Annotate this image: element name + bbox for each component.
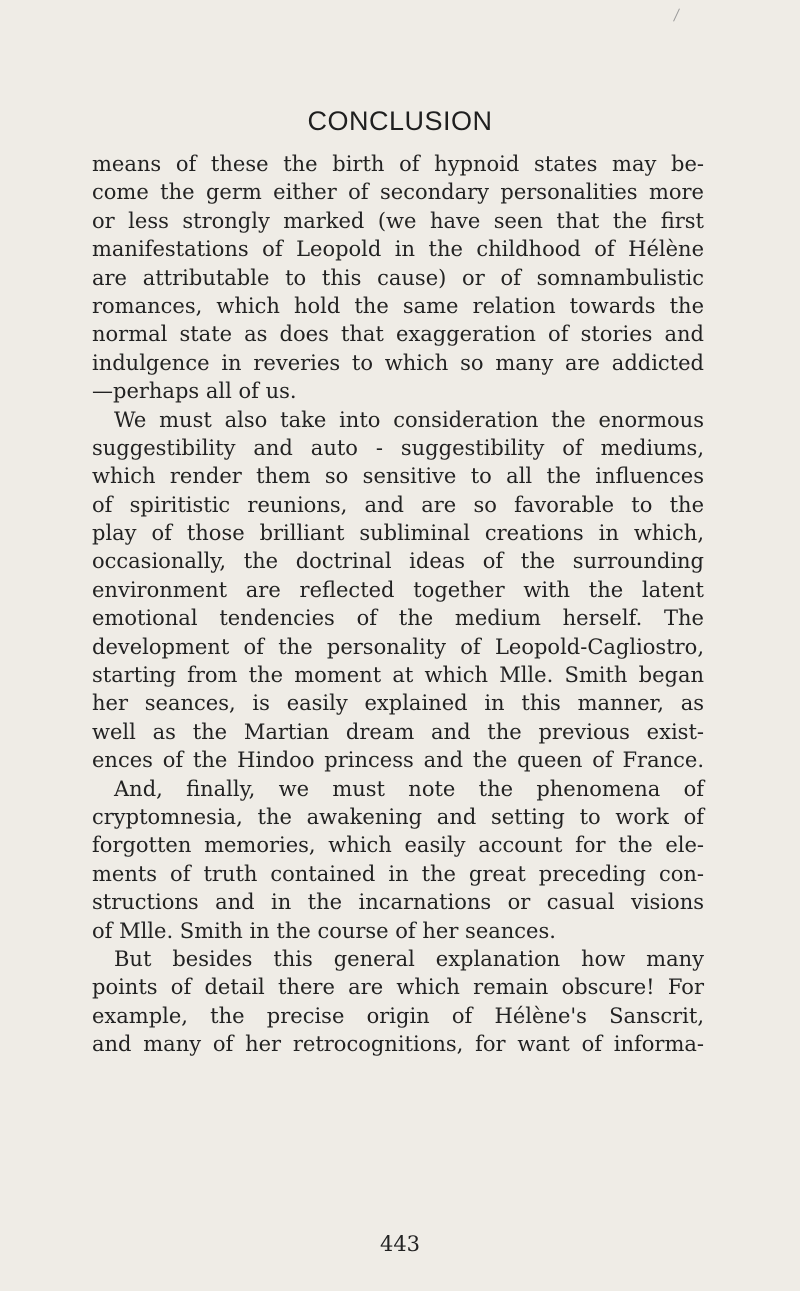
text-line: ments of truth contained in the great preceding con- bbox=[92, 861, 704, 886]
text-line: come the germ either of secondary personalities more bbox=[92, 180, 704, 205]
text-line: And, finally, we must note the phenomena of bbox=[114, 776, 704, 801]
text-line: But besides this general explanation how many bbox=[114, 946, 704, 971]
text-line: development of the personality of Leopold-Cagliostro, bbox=[92, 634, 704, 659]
text-line: indulgence in reveries to which so many are addicted bbox=[92, 350, 704, 375]
text-line: starting from the moment at which Mlle. Smith began bbox=[92, 663, 704, 688]
text-line: or less strongly marked (we have seen that the first bbox=[92, 208, 704, 233]
text-line: her seances, is easily explained in this manner, as bbox=[92, 691, 704, 716]
text-line: points of detail there are which remain obscure! For bbox=[92, 975, 704, 1000]
text-line: of spiritistic reunions, and are so favorable to the bbox=[92, 492, 704, 517]
text-line: normal state as does that exaggeration of stories and bbox=[92, 322, 704, 347]
text-line: We must also take into consideration the enormous bbox=[114, 407, 704, 432]
text-line: forgotten memories, which easily account for the ele- bbox=[92, 833, 704, 858]
text-line: romances, which hold the same relation towards the bbox=[92, 293, 704, 318]
text-line: and many of her retrocognitions, for want of informa- bbox=[92, 1032, 704, 1057]
text-line: which render them so sensitive to all the influences bbox=[92, 464, 704, 489]
text-line: manifestations of Leopold in the childhood of Hélène bbox=[92, 237, 704, 262]
pencil-mark bbox=[673, 8, 680, 21]
text-line: cryptomnesia, the awakening and setting to work of bbox=[92, 804, 704, 829]
text-line: well as the Martian dream and the previous exist- bbox=[92, 719, 704, 744]
body-text bbox=[92, 150, 704, 1059]
text-line: ences of the Hindoo princess and the queen of France. bbox=[92, 748, 704, 773]
text-line: occasionally, the doctrinal ideas of the surrounding bbox=[92, 549, 704, 574]
text-line: play of those brilliant subliminal creations in which, bbox=[92, 521, 704, 546]
running-head: CONCLUSION bbox=[307, 106, 493, 136]
text-line: example, the precise origin of Hélène's Sanscrit, bbox=[92, 1003, 704, 1028]
page-number: 443 bbox=[379, 1232, 421, 1256]
text-line: suggestibility and auto - suggestibility of mediums, bbox=[92, 435, 704, 460]
text-line: structions and in the incarnations or casual visions bbox=[92, 890, 704, 915]
text-line: means of these the birth of hypnoid states may be- bbox=[92, 152, 704, 176]
text-line: —perhaps all of us. bbox=[92, 379, 297, 404]
text-line: of Mlle. Smith in the course of her seances. bbox=[92, 918, 556, 943]
text-line: emotional tendencies of the medium herself. The bbox=[92, 606, 704, 631]
text-line: environment are reflected together with the latent bbox=[92, 577, 704, 602]
text-line: are attributable to this cause) or of somnambulistic bbox=[92, 265, 704, 290]
